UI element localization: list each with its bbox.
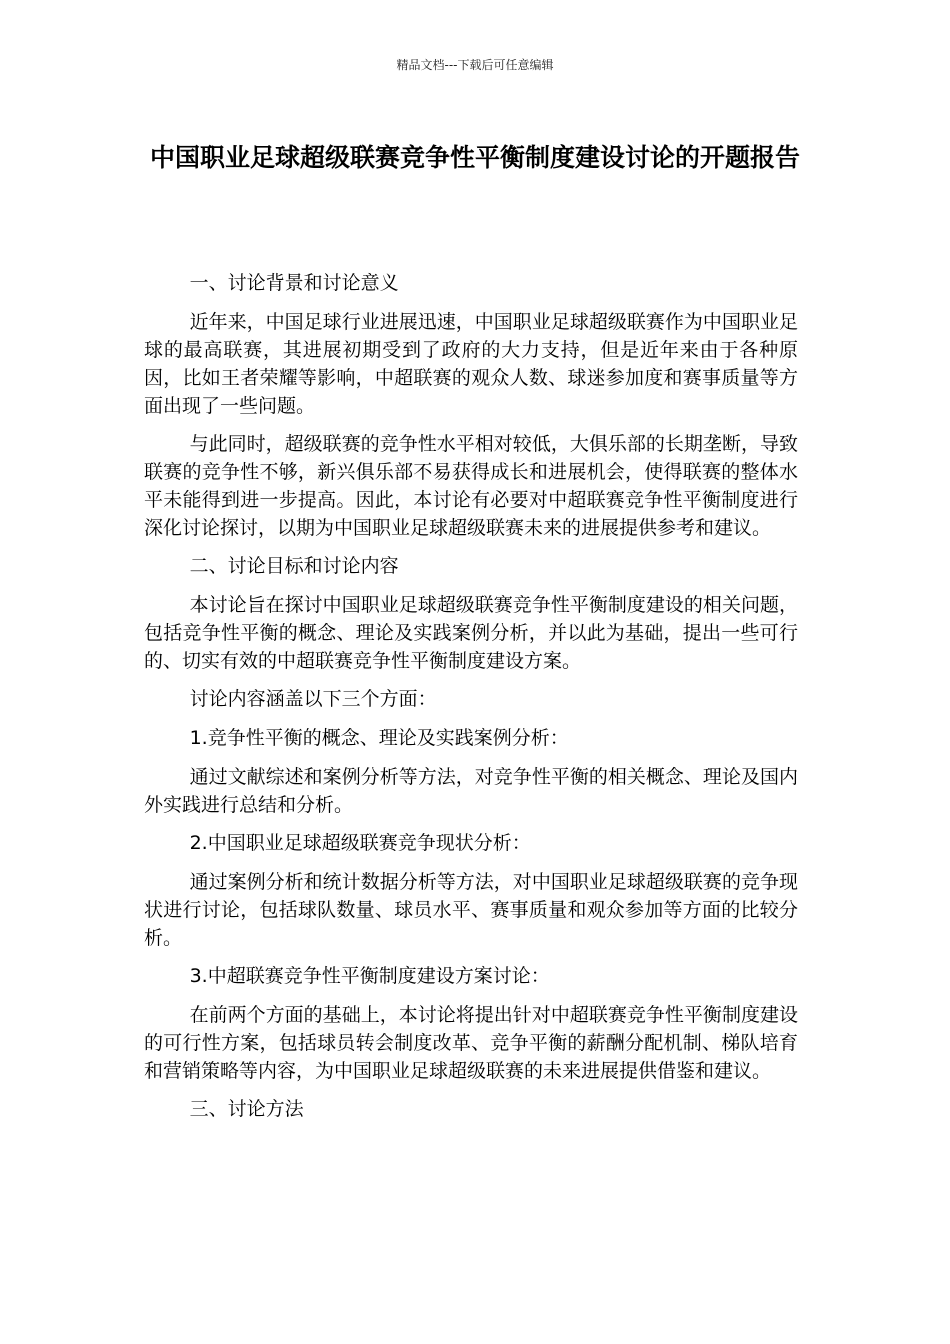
section-heading-background: 一、讨论背景和讨论意义 [189,272,399,294]
paragraph-content-intro: 讨论内容涵盖以下三个方面： [189,688,437,710]
document-body [144,269,798,1134]
paragraph-goals: 本讨论旨在探讨中国职业足球超级联赛竞争性平衡制度建设的相关问题，包括竞争性平衡的概念、理论及实践案例分析，并以此为基础，提出一些可行的、切实有效的中超联赛竞争性平衡制度建设方案。 [144,594,798,672]
subheading-item-3: 3.中超联赛竞争性平衡制度建设方案讨论： [189,965,550,987]
header-note: 精品文档---下载后可任意编辑 [396,58,554,72]
section-heading-methods: 三、讨论方法 [189,1098,304,1120]
paragraph-item-3: 在前两个方面的基础上，本讨论将提出针对中超联赛竞争性平衡制度建设的可行性方案，包括球员转会制度改革、竞争平衡的薪酬分配机制、梯队培育和营销策略等内容，为中国职业足球超级联赛的未来进展提供借鉴和建议。 [144,1004,798,1082]
subheading-item-2: 2.中国职业足球超级联赛竞争现状分析： [189,832,531,854]
paragraph-background-1: 近年来，中国足球行业进展迅速，中国职业足球超级联赛作为中国职业足球的最高联赛，其进展初期受到了政府的大力支持，但是近年来由于各种原因，比如王者荣耀等影响，中超联赛的观众人数、球迷参加度和赛事质量等方面出现了一些问题。 [144,311,798,417]
paragraph-background-2: 与此同时，超级联赛的竞争性水平相对较低，大俱乐部的长期垄断，导致联赛的竞争性不够，新兴俱乐部不易获得成长和进展机会，使得联赛的整体水平未能得到进一步提高。因此，本讨论有必要对中超联赛竞争性平衡制度进行深化讨论探讨，以期为中国职业足球超级联赛未来的进展提供参考和建议。 [144,433,798,539]
section-heading-goals: 二、讨论目标和讨论内容 [189,555,399,577]
paragraph-item-1: 通过文献综述和案例分析等方法，对竞争性平衡的相关概念、理论及国内外实践进行总结和分析。 [144,766,798,816]
paragraph-item-2: 通过案例分析和统计数据分析等方法，对中国职业足球超级联赛的竞争现状进行讨论，包括球队数量、球员水平、赛事质量和观众参加等方面的比较分析。 [144,871,798,949]
document-title: 中国职业足球超级联赛竞争性平衡制度建设讨论的开题报告 [149,143,800,172]
subheading-item-1: 1.竞争性平衡的概念、理论及实践案例分析： [189,727,569,749]
